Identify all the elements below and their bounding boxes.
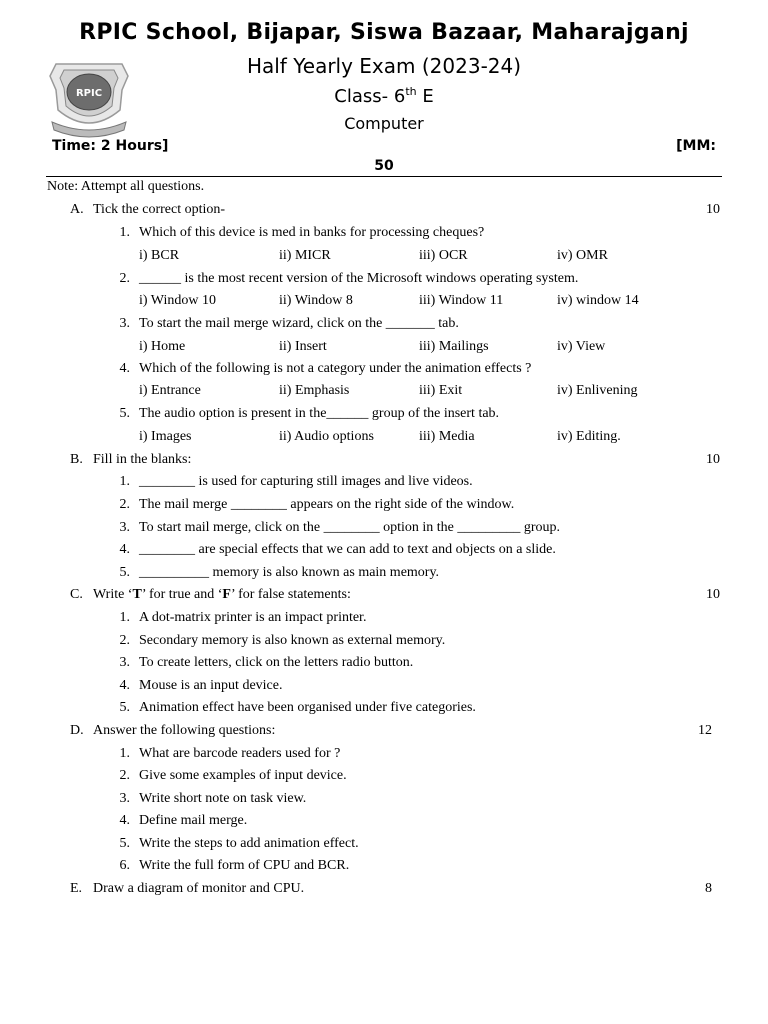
section-b-marks: 10 [706, 452, 720, 467]
question-b1: 1. ________ is used for capturing still images and live videos. [119, 474, 473, 489]
question-a3: 3. To start the mail merge wizard, click on the _______ tab. [119, 316, 459, 331]
question-a5: 5. The audio option is present in the______ group of the insert tab. [119, 406, 500, 421]
question-c5: 5. Animation effect have been organised under five categories. [119, 700, 476, 715]
question-b3: 3. To start mail merge, click on the ________ option in the _________ group. [119, 520, 561, 535]
question-d5: 5. Write the steps to add animation effect. [119, 836, 359, 851]
header-divider [46, 176, 722, 177]
question-d4: 4. Define mail merge. [119, 813, 248, 828]
school-name: RPIC School, Bijapar, Siswa Bazaar, Maharajganj [79, 20, 689, 45]
max-marks-value: 50 [374, 158, 394, 174]
section-c-marks: 10 [706, 587, 720, 602]
note: Note: Attempt all questions. [47, 179, 205, 194]
section-d-marks: 12 [698, 723, 712, 738]
section-e-heading: E. Draw a diagram of monitor and CPU. 8 [70, 879, 720, 899]
question-b2: 2. The mail merge ________ appears on the right side of the window. [119, 497, 515, 512]
options-a4: i) Entrance ii) Emphasis iii) Exit iv) Enlivening [139, 383, 638, 398]
exam-time: Time: 2 Hours] [52, 138, 169, 154]
question-c2: 2. Secondary memory is also known as external memory. [119, 633, 446, 648]
exam-title: Half Yearly Exam (2023-24) [246, 54, 522, 78]
question-b5: 5. __________ memory is also known as main memory. [119, 565, 440, 580]
options-a3: i) Home ii) Insert iii) Mailings iv) View [139, 339, 606, 354]
question-c3: 3. To create letters, click on the letters radio button. [119, 655, 414, 670]
question-c1: 1. A dot-matrix printer is an impact printer. [119, 610, 367, 625]
class-label: Class- 6th E [334, 85, 434, 107]
question-d2: 2. Give some examples of input device. [119, 768, 347, 783]
question-a1: 1. Which of this device is med in banks for processing cheques? [119, 225, 485, 240]
question-b4: 4. ________ are special effects that we can add to text and objects on a slide. [119, 542, 556, 557]
logo-text: RPIC [75, 88, 103, 99]
subject-label: Computer [344, 114, 424, 133]
section-a-heading: A. Tick the correct option- 10 [70, 200, 720, 220]
question-d3: 3. Write short note on task view. [119, 791, 307, 806]
section-a-marks: 10 [706, 202, 720, 217]
section-d-heading: D. Answer the following questions: 12 [70, 721, 720, 741]
section-c-heading: C. Write ‘T’ for true and ‘F’ for false statements: 10 [70, 585, 720, 605]
section-e-marks: 8 [705, 881, 712, 896]
options-a2: i) Window 10 ii) Window 8 iii) Window 11 iv) window 14 [139, 293, 639, 308]
school-logo-icon [44, 56, 134, 140]
question-d6: 6. Write the full form of CPU and BCR. [119, 858, 350, 873]
question-a4: 4. Which of the following is not a category under the animation effects ? [119, 361, 532, 376]
question-a2: 2. ______ is the most recent version of the Microsoft windows operating system. [119, 271, 579, 286]
options-a5: i) Images ii) Audio options iii) Media iv) Editing. [139, 429, 621, 444]
question-c4: 4. Mouse is an input device. [119, 678, 283, 693]
options-a1: i) BCR ii) MICR iii) OCR iv) OMR [139, 248, 608, 263]
max-marks-label: [MM: [676, 138, 716, 154]
section-b-heading: B. Fill in the blanks: 10 [70, 450, 720, 470]
question-d1: 1. What are barcode readers used for ? [119, 746, 341, 761]
